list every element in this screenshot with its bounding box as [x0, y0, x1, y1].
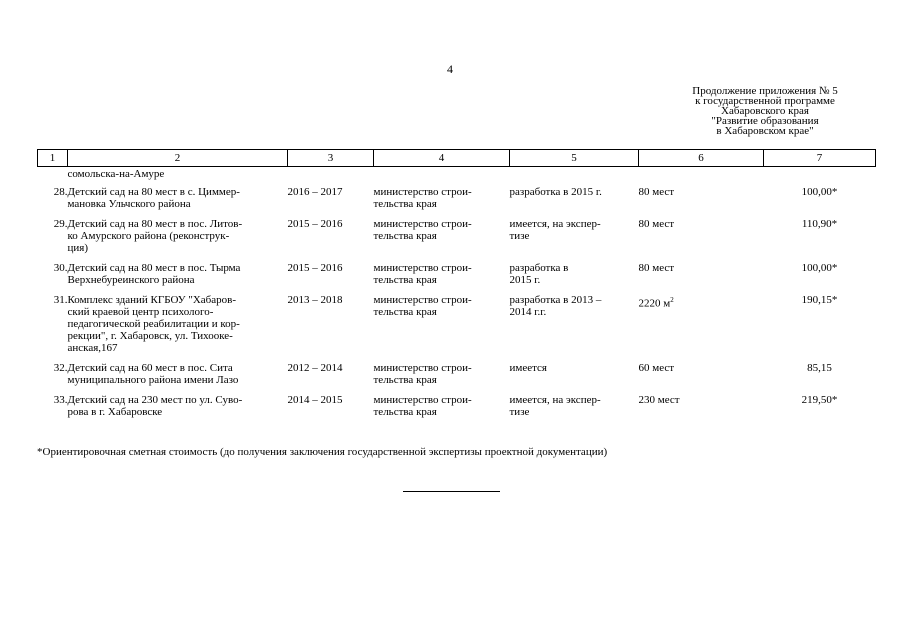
responsible-party: министерство строи- тельства края: [373, 218, 472, 242]
column-header: 2: [68, 150, 288, 167]
projects-table: [37, 149, 876, 420]
responsible-party: министерство строи- тельства края: [373, 262, 472, 286]
estimated-cost: 85,15: [807, 362, 832, 374]
object-name: Комплекс зданий КГБОУ "Хабаров- ский краевой центр психолого- педагогической реабилитации и кор- рекции", г. Хабаровск, ул. Тихооке- анская,167: [67, 294, 240, 354]
capacity-cell: [639, 180, 764, 212]
estimated-cost-cell: [764, 212, 876, 256]
design-docs-status: имеется, на экспер- тизе: [509, 218, 601, 242]
design-docs-status-cell: [510, 356, 639, 388]
row-number: 33.: [53, 394, 68, 406]
column-header: 4: [374, 150, 510, 167]
row-number-cell: [38, 180, 68, 212]
estimated-cost-cell: [764, 180, 876, 212]
row-number-cell: [38, 288, 68, 356]
row-number: 30.: [53, 262, 68, 274]
page-number: 4: [447, 62, 453, 76]
capacity: 80 мест: [638, 218, 675, 230]
design-docs-status: разработка в 2015 г.: [509, 262, 569, 286]
construction-period-cell: [288, 288, 374, 356]
table-row: [38, 356, 876, 388]
capacity-cell: [639, 256, 764, 288]
estimated-cost: 110,90*: [801, 218, 838, 230]
responsible-party-cell: [374, 388, 510, 420]
estimated-cost: 100,00*: [801, 186, 838, 198]
object-name: Детский сад на 80 мест в пос. Литов- ко Амурского района (реконструк- ция): [67, 218, 243, 254]
object-name: Детский сад на 230 мест по ул. Суво- рова в г. Хабаровске: [67, 394, 243, 418]
object-name-cell: [68, 212, 288, 256]
construction-period-cell: [288, 212, 374, 256]
row-number: 28.: [53, 186, 68, 198]
table-row: [38, 212, 876, 256]
column-header: 6: [639, 150, 764, 167]
design-docs-status: разработка в 2013 – 2014 г.г.: [509, 294, 602, 318]
responsible-party: министерство строи- тельства края: [373, 186, 472, 210]
header-line: Хабаровского края: [721, 105, 809, 117]
construction-period: 2014 – 2015: [287, 394, 343, 406]
object-name: Детский сад на 60 мест в пос. Сита муниципального района имени Лазо: [67, 362, 239, 386]
construction-period-cell: [288, 256, 374, 288]
footnote: *Ориентировочная сметная стоимость (до получения заключения государственной экспертизы проектной документации): [37, 446, 608, 458]
responsible-party-cell: [374, 288, 510, 356]
capacity-cell: [639, 356, 764, 388]
row-number: 31.: [53, 294, 68, 306]
column-header: 1: [38, 150, 68, 167]
table-header-row: [38, 150, 876, 167]
object-name: Детский сад на 80 мест в с. Циммер- мановка Ульчского района: [67, 186, 240, 210]
capacity: 2220 м: [638, 297, 671, 310]
responsible-party-cell: [374, 256, 510, 288]
design-docs-status-cell: [510, 388, 639, 420]
table-row: [38, 388, 876, 420]
table-row: [38, 288, 876, 356]
column-header: 5: [510, 150, 639, 167]
construction-period: 2016 – 2017: [287, 186, 343, 198]
continuation-row: [38, 167, 876, 181]
row-number: 32.: [53, 362, 68, 374]
responsible-party-cell: [374, 212, 510, 256]
capacity: 80 мест: [638, 186, 675, 198]
construction-period-cell: [288, 180, 374, 212]
row-number-cell: [38, 256, 68, 288]
continuation-text: сомольска-на-Амуре: [67, 168, 165, 180]
header-line: к государственной программе: [695, 95, 835, 107]
estimated-cost-cell: [764, 356, 876, 388]
object-name-cell: [68, 256, 288, 288]
capacity: 60 мест: [638, 362, 675, 374]
capacity-cell: [639, 388, 764, 420]
header-line: в Хабаровском крае": [716, 125, 814, 137]
construction-period-cell: [288, 388, 374, 420]
appendix-header-note: [640, 86, 890, 136]
estimated-cost: 219,50*: [801, 394, 838, 406]
estimated-cost-cell: [764, 288, 876, 356]
estimated-cost-cell: [764, 388, 876, 420]
row-number: 29.: [53, 218, 68, 230]
design-docs-status-cell: [510, 212, 639, 256]
object-name-cell: [68, 288, 288, 356]
object-name-cell: [68, 180, 288, 212]
capacity-cell: [639, 212, 764, 256]
design-docs-status: разработка в 2015 г.: [509, 186, 602, 198]
estimated-cost: 190,15*: [801, 294, 838, 306]
table-body: [38, 167, 876, 421]
table-row: [38, 180, 876, 212]
header-line: Продолжение приложения № 5: [692, 85, 838, 97]
capacity-cell: [639, 288, 764, 356]
table-row: [38, 256, 876, 288]
estimated-cost: 100,00*: [801, 262, 838, 274]
object-name: Детский сад на 80 мест в пос. Тырма Верхнебуреинского района: [67, 262, 241, 286]
design-docs-status-cell: [510, 288, 639, 356]
unit-superscript: 2: [670, 296, 674, 304]
responsible-party-cell: [374, 356, 510, 388]
design-docs-status: имеется: [509, 362, 547, 374]
object-name-cell: [68, 356, 288, 388]
row-number-cell: [38, 212, 68, 256]
responsible-party-cell: [374, 180, 510, 212]
capacity: 80 мест: [638, 262, 675, 274]
design-docs-status-cell: [510, 180, 639, 212]
column-header: 3: [288, 150, 374, 167]
object-name-cell: [68, 388, 288, 420]
column-header: 7: [764, 150, 876, 167]
separator-line: [403, 491, 500, 492]
responsible-party: министерство строи- тельства края: [373, 294, 472, 318]
construction-period: 2012 – 2014: [287, 362, 343, 374]
row-number-cell: [38, 356, 68, 388]
construction-period: 2013 – 2018: [287, 294, 343, 306]
design-docs-status: имеется, на экспер- тизе: [509, 394, 601, 418]
responsible-party: министерство строи- тельства края: [373, 394, 472, 418]
design-docs-status-cell: [510, 256, 639, 288]
estimated-cost-cell: [764, 256, 876, 288]
header-line: "Развитие образования: [711, 115, 819, 127]
row-number-cell: [38, 388, 68, 420]
responsible-party: министерство строи- тельства края: [373, 362, 472, 386]
capacity: 230 мест: [638, 394, 680, 406]
construction-period-cell: [288, 356, 374, 388]
construction-period: 2015 – 2016: [287, 218, 343, 230]
construction-period: 2015 – 2016: [287, 262, 343, 274]
